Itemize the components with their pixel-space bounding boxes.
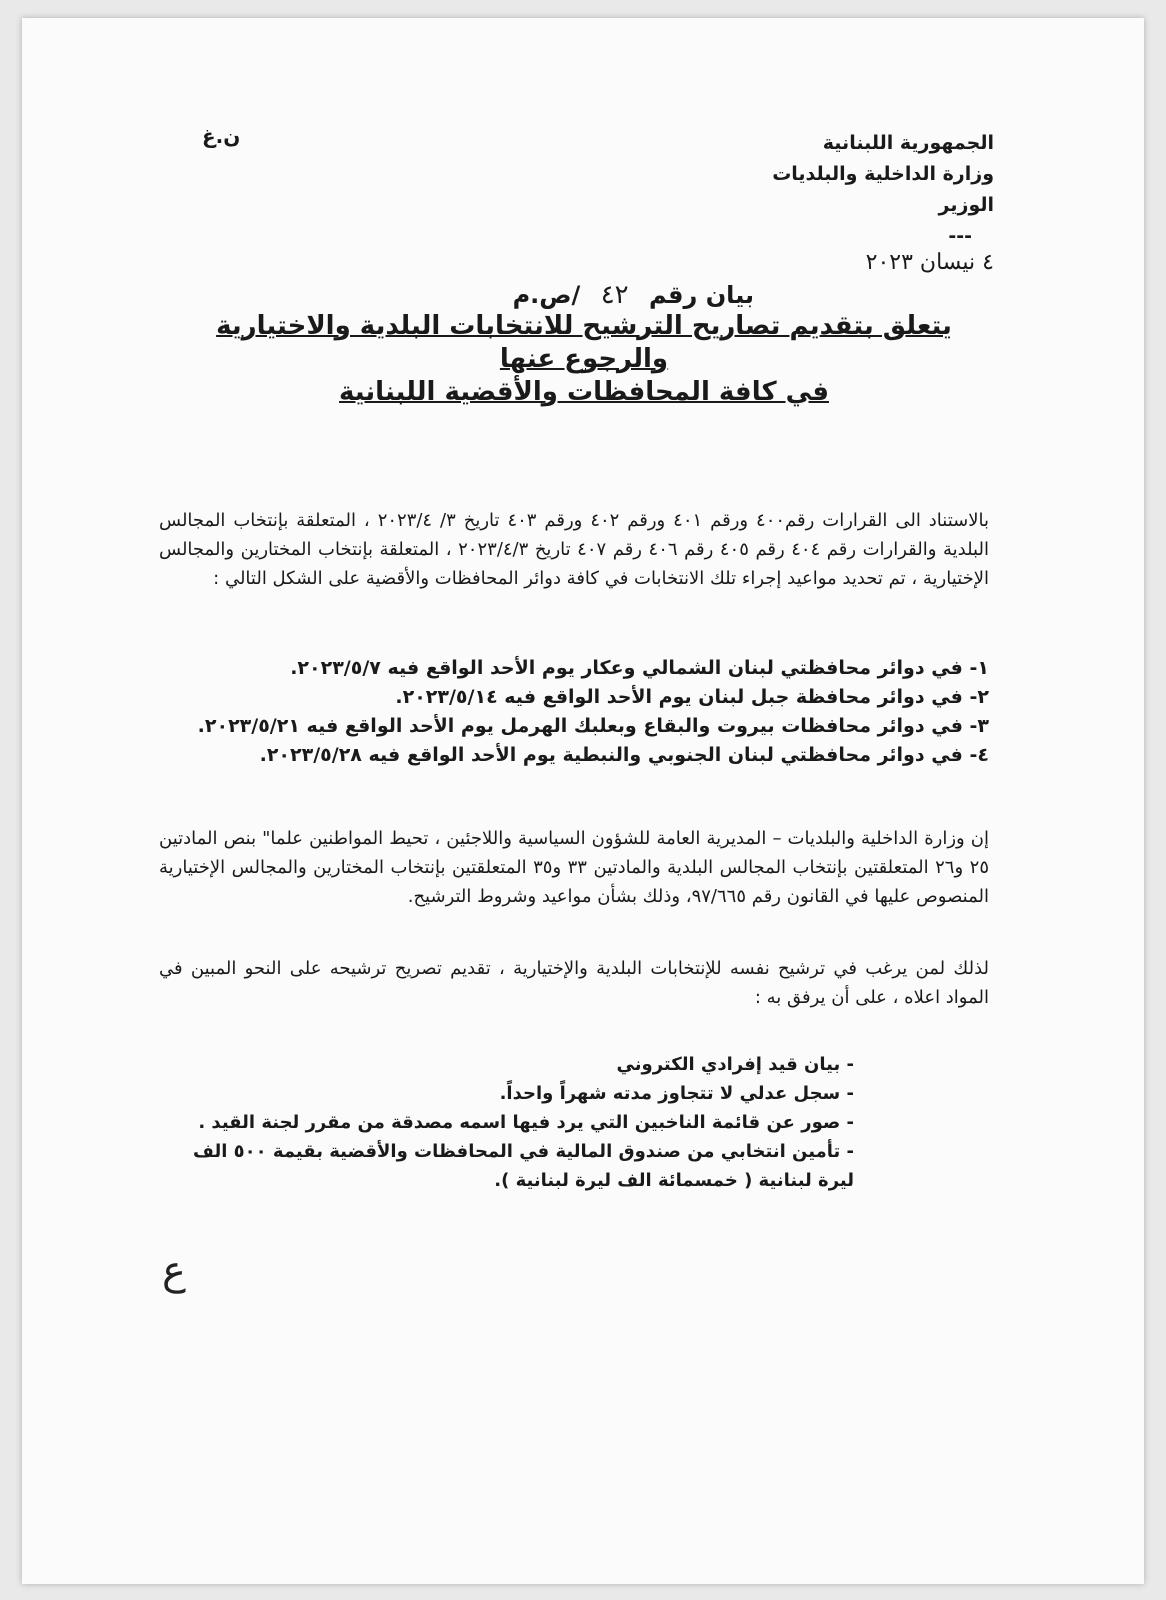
list-item: ٣- في دوائر محافظات بيروت والبقاع وبعلبك الهرمل يوم الأحد الواقع فيه ٢٠٢٣/٥/٢١. xyxy=(197,715,989,737)
header-separator: --- xyxy=(948,225,972,247)
letterhead xyxy=(694,128,994,252)
subject-heading xyxy=(169,310,999,409)
list-item: - بيان قيد إفرادي الكتروني xyxy=(616,1054,854,1075)
document-date: ٤ نيسان ٢٠٢٣ xyxy=(865,250,994,275)
list-item: - سجل عدلي لا تتجاوز مدته شهراً واحداً. xyxy=(499,1083,854,1104)
election-dates-list xyxy=(159,654,989,770)
subject-line-2: في كافة المحافظات والأقضية اللبنانية xyxy=(339,377,829,407)
minister-title: الوزير xyxy=(938,194,994,216)
list-item: ٢- في دوائر محافظة جبل لبنان يوم الأحد الواقع فيه ٢٠٢٣/٥/١٤. xyxy=(395,686,989,708)
list-item: - تأمين انتخابي من صندوق المالية في المحافظات والأقضية بقيمة ٥٠٠ الف ليرة لبنانية ( خمسمائة الف ليرة لبنانية ). xyxy=(193,1141,854,1191)
required-documents-list xyxy=(159,1050,854,1195)
republic-name: الجمهورية اللبنانية xyxy=(822,132,994,154)
initials: ن.غ xyxy=(202,124,241,148)
statement-suffix: /ص.م xyxy=(512,281,581,309)
list-item: ١- في دوائر محافظتي لبنان الشمالي وعكار يوم الأحد الواقع فيه ٢٠٢٣/٥/٧. xyxy=(290,657,989,679)
ministry-name: وزارة الداخلية والبلديات xyxy=(772,163,994,185)
requirements-paragraph: لذلك لمن يرغب في ترشيح نفسه للإنتخابات البلدية والإختيارية ، تقديم تصريح ترشيحه على النحو المبين في المواد اعلاه ، على أن يرفق به : xyxy=(159,958,989,1008)
statement-label: بيان رقم xyxy=(648,281,754,309)
notice-paragraph: إن وزارة الداخلية والبلديات – المديرية العامة للشؤون السياسية واللاجئين ، تحيط المواطنين علما" بنص المادتين ٢٥ و٢٦ المتعلقتين بإنتخاب المجالس البلدية والمادتين ٣٣ و٣٥ المتعلقتين بإنتخاب المختارين والمجالس الإختيارية المنصوص عليها في القانون رقم ٩٧/٦٦٥، وذلك بشأن مواعيد وشروط الترشيح. xyxy=(159,828,990,907)
statement-number-line xyxy=(513,280,754,310)
handwritten-signature: ع xyxy=(162,1248,186,1294)
document-page xyxy=(22,18,1144,1584)
list-item: ٤- في دوائر محافظتي لبنان الجنوبي والنبطية يوم الأحد الواقع فيه ٢٠٢٣/٥/٢٨. xyxy=(259,744,989,766)
subject-line-1: يتعلق بتقديم تصاريح الترشيح للانتخابات البلدية والاختيارية والرجوع عنها xyxy=(216,311,952,374)
statement-number: ٤٢ xyxy=(600,280,629,310)
intro-paragraph: بالاستناد الى القرارات رقم٤٠٠ ورقم ٤٠١ ورقم ٤٠٢ ورقم ٤٠٣ تاريخ ٣/ ٢٠٢٣/٤ ، المتعلقة بإنتخاب المجالس البلدية والقرارات رقم ٤٠٤ رقم ٤٠٥ رقم ٤٠٦ رقم ٤٠٧ تاريخ ٢٠٢٣/٤/٣ ، المتعلقة بإنتخاب المختارين والمجالس الإختيارية ، تم تحديد مواعيد إجراء تلك الانتخابات في كافة دوائر المحافظات والأقضية على الشكل التالي : xyxy=(159,510,989,589)
list-item: - صور عن قائمة الناخبين التي يرد فيها اسمه مصدقة من مقرر لجنة القيد . xyxy=(198,1112,854,1133)
